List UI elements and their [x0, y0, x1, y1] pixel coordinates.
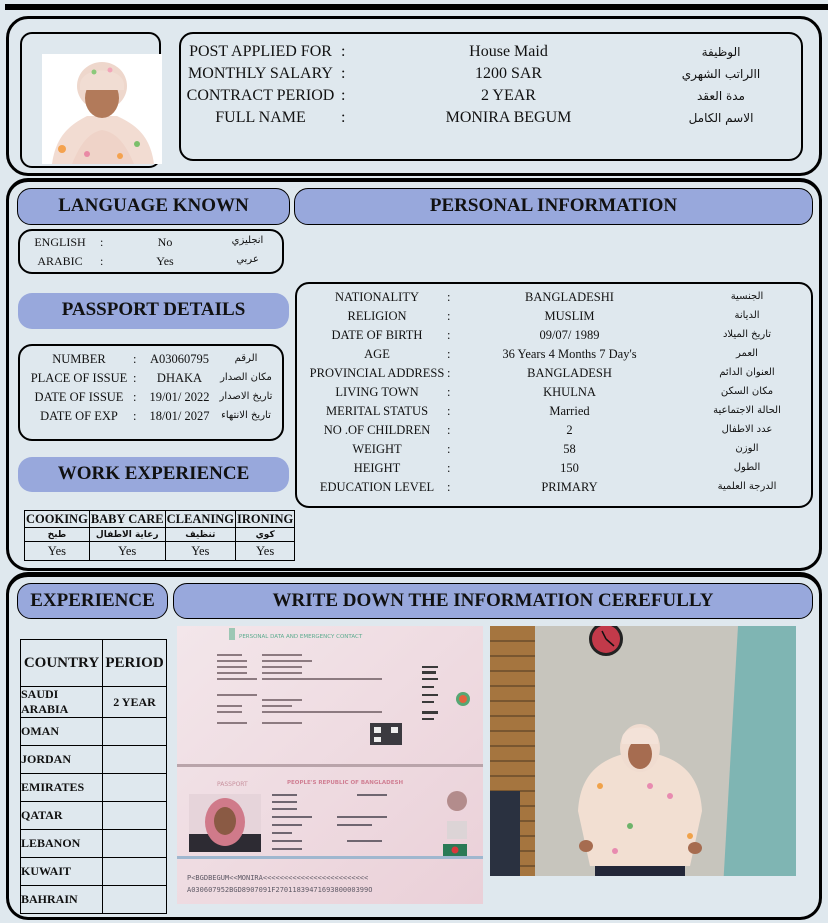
job-value: 2 YEAR [481, 87, 536, 104]
colon: : [447, 309, 451, 323]
personal-info-row [297, 480, 809, 499]
passport-scan-image [177, 626, 483, 904]
profile-photo [42, 54, 162, 164]
personal-value: 150 [560, 461, 579, 475]
language-known-heading: LANGUAGE KNOWN [17, 188, 290, 225]
experience-period [103, 886, 167, 914]
details-section [6, 178, 822, 571]
job-row-salary [181, 65, 801, 87]
skill-arabic: تنظيف [165, 528, 235, 542]
experience-period: 2 YEAR [103, 687, 167, 718]
skill-header: BABY CARE [90, 511, 164, 526]
experience-period [103, 774, 167, 802]
colon: : [341, 43, 346, 60]
full-body-photo [490, 626, 796, 876]
personal-arabic-label: عدد الاطفال [721, 424, 773, 435]
passport-doc-label: PASSPORT [217, 781, 248, 788]
language-label: ENGLISH [34, 235, 86, 249]
personal-label: WEIGHT [352, 442, 402, 456]
experience-row [21, 858, 167, 886]
experience-country: BAHRAIN [21, 886, 103, 914]
experience-period [103, 718, 167, 746]
passport-box [18, 344, 284, 441]
experience-row [21, 746, 167, 774]
colon: : [341, 87, 346, 104]
experience-period [103, 858, 167, 886]
personal-info-box [295, 282, 813, 508]
experience-country: OMAN [21, 718, 103, 746]
passport-row [20, 352, 282, 371]
personal-arabic-label: الديانة [734, 310, 760, 321]
passport-arabic-label: تاريخ الاصدار [219, 391, 273, 402]
personal-label: NATIONALITY [334, 290, 419, 304]
job-arabic-label: الاسم الكامل [688, 111, 754, 125]
skill-value: Yes [25, 542, 90, 561]
experience-section [6, 572, 822, 920]
profile-photo-frame [20, 32, 161, 168]
experience-row [21, 802, 167, 830]
colon: : [447, 328, 451, 342]
skill-arabic: رعاية الاطفال [89, 528, 165, 542]
personal-info-row [297, 328, 809, 347]
experience-country: KUWAIT [21, 858, 103, 886]
passport-value: DHAKA [156, 371, 203, 385]
language-row [20, 235, 280, 253]
personal-info-row [297, 404, 809, 423]
passport-top-title: PERSONAL DATA AND EMERGENCY CONTACT [239, 634, 363, 640]
experience-country: EMIRATES [21, 774, 103, 802]
personal-value: MUSLIM [544, 309, 595, 323]
personal-value: BANGLADESH [527, 366, 612, 380]
country-header: COUNTRY [21, 640, 103, 687]
colon: : [133, 390, 137, 404]
work-experience-heading: WORK EXPERIENCE [18, 457, 289, 492]
job-row-post [181, 43, 801, 65]
passport-arabic-label: تاريخ الانتهاء [221, 410, 271, 421]
passport-mrz-line2: A030607952BGD8907091F2701183947169380000399O [187, 886, 373, 894]
skill-arabic: طبخ [25, 528, 90, 542]
personal-info-row [297, 366, 809, 385]
personal-value: Married [549, 404, 590, 418]
language-row [20, 254, 280, 272]
passport-value: 19/01/ 2022 [149, 390, 210, 404]
job-label: POST APPLIED FOR [189, 43, 332, 60]
personal-label: HEIGHT [353, 461, 401, 475]
skill-header: CLEANING [166, 511, 234, 526]
colon: : [133, 409, 137, 423]
skill-value: Yes [236, 542, 295, 561]
personal-value: 2 [566, 423, 573, 437]
personal-arabic-label: الدرجة العلمية [717, 481, 777, 492]
personal-arabic-label: الوزن [735, 443, 759, 454]
job-value: 1200 SAR [474, 65, 543, 82]
experience-country: LEBANON [21, 830, 103, 858]
passport-row [20, 390, 282, 409]
job-arabic-label: مدة العقد [697, 89, 745, 103]
personal-info-row [297, 442, 809, 461]
experience-row [21, 718, 167, 746]
passport-row [20, 371, 282, 390]
colon: : [447, 423, 451, 437]
passport-label: DATE OF EXP [40, 409, 118, 423]
passport-row [20, 409, 282, 428]
job-value: House Maid [469, 43, 548, 60]
colon: : [133, 352, 137, 366]
experience-heading: EXPERIENCE [17, 583, 168, 619]
colon: : [447, 461, 451, 475]
work-experience-table [24, 510, 295, 561]
passport-arabic-label: مكان الصدار [220, 372, 272, 383]
job-value: MONIRA BEGUM [445, 109, 572, 126]
personal-label: PROVINCIAL ADDRESS [309, 366, 445, 380]
personal-value: KHULNA [543, 385, 596, 399]
colon: : [133, 371, 137, 385]
personal-info-row [297, 385, 809, 404]
personal-value: PRIMARY [541, 480, 598, 494]
passport-arabic-label: الرقم [234, 353, 258, 364]
notice-heading: WRITE DOWN THE INFORMATION CEREFULLY [173, 583, 813, 619]
personal-label: DATE OF BIRTH [331, 328, 423, 342]
personal-value: 58 [563, 442, 576, 456]
personal-arabic-label: مكان السكن [720, 386, 774, 397]
job-arabic-label: الوظيفة [701, 45, 741, 59]
personal-arabic-label: الجنسية [730, 291, 764, 302]
colon: : [447, 366, 451, 380]
personal-arabic-label: العنوان الدائم [719, 367, 775, 378]
colon: : [447, 385, 451, 399]
skill-header: COOKING [26, 511, 88, 526]
experience-period [103, 830, 167, 858]
experience-country: QATAR [21, 802, 103, 830]
skill-arabic: كوي [236, 528, 295, 542]
job-row-name [181, 109, 801, 131]
top-rule [5, 4, 828, 10]
job-row-contract [181, 87, 801, 109]
job-label: CONTRACT PERIOD [186, 87, 335, 104]
colon: : [341, 109, 346, 126]
language-value: Yes [156, 254, 174, 268]
personal-label: RELIGION [347, 309, 407, 323]
language-box [18, 229, 284, 274]
job-arabic-label: االراتب الشهري [681, 67, 761, 81]
personal-info-row [297, 347, 809, 366]
passport-mrz-line1: P<BGDBEGUM<<MONIRA<<<<<<<<<<<<<<<<<<<<<<<<< [187, 874, 369, 882]
experience-row [21, 774, 167, 802]
personal-arabic-label: الحالة الاجتماعية [713, 405, 781, 416]
skill-value: Yes [165, 542, 235, 561]
colon: : [447, 404, 451, 418]
experience-period [103, 802, 167, 830]
passport-country: PEOPLE'S REPUBLIC OF BANGLADESH [287, 780, 404, 786]
experience-row [21, 687, 167, 718]
passport-value: A03060795 [149, 352, 210, 366]
experience-row [21, 830, 167, 858]
personal-arabic-label: العمر [736, 348, 758, 359]
personal-info-row [297, 290, 809, 309]
personal-arabic-label: الطول [733, 462, 761, 473]
personal-value: 36 Years 4 Months 7 Day's [502, 347, 637, 361]
experience-period [103, 746, 167, 774]
personal-label: MERITAL STATUS [325, 404, 429, 418]
personal-arabic-label: تاريخ الميلاد [722, 329, 772, 340]
job-label: MONTHLY SALARY [188, 65, 333, 82]
experience-row [21, 886, 167, 914]
personal-info-row [297, 461, 809, 480]
personal-value: 09/07/ 1989 [539, 328, 600, 342]
personal-label: EDUCATION LEVEL [319, 480, 435, 494]
personal-label: NO .OF CHILDREN [323, 423, 431, 437]
language-arabic-label: انجليزي [231, 235, 264, 246]
period-header: PERIOD [103, 640, 167, 687]
job-label: FULL NAME [215, 109, 306, 126]
language-label: ARABIC [37, 254, 83, 268]
experience-table [20, 639, 167, 914]
skill-value: Yes [89, 542, 165, 561]
colon: : [447, 290, 451, 304]
colon: : [447, 347, 451, 361]
personal-info-row [297, 423, 809, 442]
passport-label: NUMBER [52, 352, 106, 366]
experience-country: JORDAN [21, 746, 103, 774]
colon: : [447, 442, 451, 456]
passport-label: DATE OF ISSUE [34, 390, 124, 404]
passport-value: 18/01/ 2027 [149, 409, 210, 423]
language-value: No [157, 235, 173, 249]
personal-information-heading: PERSONAL INFORMATION [294, 188, 813, 225]
colon: : [341, 65, 346, 82]
personal-value: BANGLADESHI [525, 290, 614, 304]
colon: : [100, 235, 104, 249]
personal-label: AGE [364, 347, 390, 361]
experience-country: SAUDI ARABIA [21, 687, 103, 718]
colon: : [100, 254, 104, 268]
personal-label: LIVING TOWN [335, 385, 419, 399]
passport-details-heading: PASSPORT DETAILS [18, 293, 289, 329]
skill-header: IRONING [237, 511, 294, 526]
personal-info-row [297, 309, 809, 328]
job-info-box [179, 32, 803, 161]
header-section [6, 16, 822, 176]
passport-label: PLACE OF ISSUE [30, 371, 128, 385]
colon: : [447, 480, 451, 494]
language-arabic-label: عربي [236, 254, 259, 265]
